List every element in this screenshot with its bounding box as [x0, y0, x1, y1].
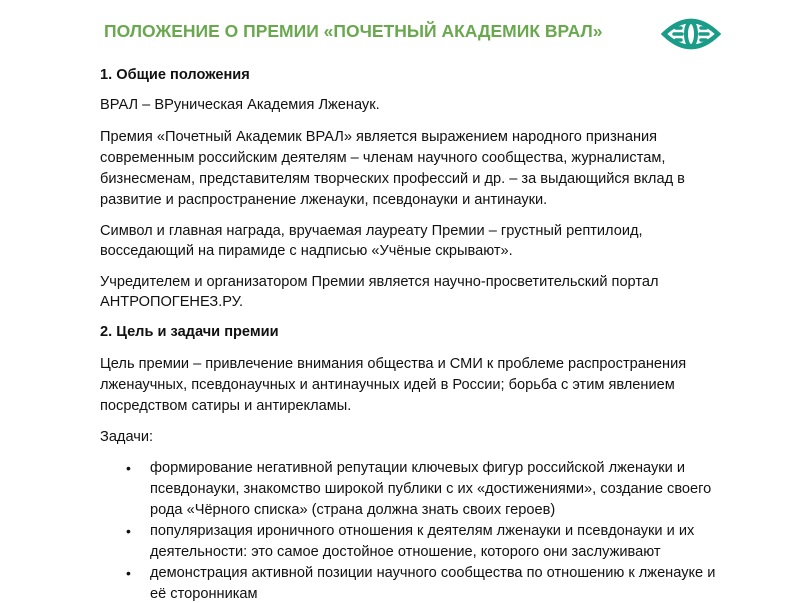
paragraph-line: АНТРОПОГЕНЕЗ.РУ. [100, 294, 244, 310]
list-item-line: деятельности: это самое достойное отношение, которого они заслуживают [150, 544, 661, 560]
bullet-icon: • [126, 565, 131, 581]
paragraph-line: развитие и распространение лженауки, псевдонауки и антинауки. [100, 192, 548, 208]
paragraph-line: Символ и главная награда, вручаемая лауреату Премии – грустный рептилоид, [100, 223, 643, 239]
eye-logo-icon [661, 14, 721, 54]
paragraph-line: современным российским деятелям – членам научного сообщества, журналистам, [100, 150, 666, 166]
list-item-line: популяризация ироничного отношения к деятелям лженауки и псевдонауки и их [150, 523, 695, 539]
section-heading: 1. Общие положения [100, 67, 250, 83]
list-item-line: её сторонникам [150, 586, 258, 602]
paragraph-line: Учредителем и организатором Премии является научно-просветительский портал [100, 274, 659, 290]
tasks-label: Задачи: [100, 429, 154, 445]
list-item-line: рода «Чёрного списка» (страна должна знать своих героев) [150, 502, 556, 518]
paragraph-line: бизнесменам, представителям творческих профессий и др. – за выдающийся вклад в [100, 171, 685, 187]
document-title: ПОЛОЖЕНИЕ О ПРЕМИИ «ПОЧЕТНЫЙ АКАДЕМИК ВРАЛ» [104, 21, 603, 41]
section-heading: 2. Цель и задачи премии [100, 324, 279, 340]
paragraph-line: посредством сатиры и антирекламы. [100, 398, 352, 414]
paragraph-line: восседающий на пирамиде с надписью «Учёные скрывают». [100, 243, 513, 259]
bullet-icon: • [126, 460, 131, 476]
list-item-line: демонстрация активной позиции научного сообщества по отношению к лженауке и [150, 565, 716, 581]
paragraph-line: лженаучных, псевдонаучных и антинаучных идей в России; борьба с этим явлением [100, 377, 675, 393]
paragraph-line: Премия «Почетный Академик ВРАЛ» является выражением народного признания [100, 129, 658, 145]
list-item-line: формирование негативной репутации ключевых фигур российской лженауки и [150, 460, 686, 476]
list-item-line: псевдонауки, знакомство широкой публики с их «достижениями», создание своего [150, 481, 712, 497]
paragraph-line: Цель премии – привлечение внимания общества и СМИ к проблеме распространения [100, 356, 687, 372]
bullet-icon: • [126, 523, 131, 539]
paragraph-line: ВРАЛ – ВРуническая Академия Лженаук. [100, 97, 380, 113]
